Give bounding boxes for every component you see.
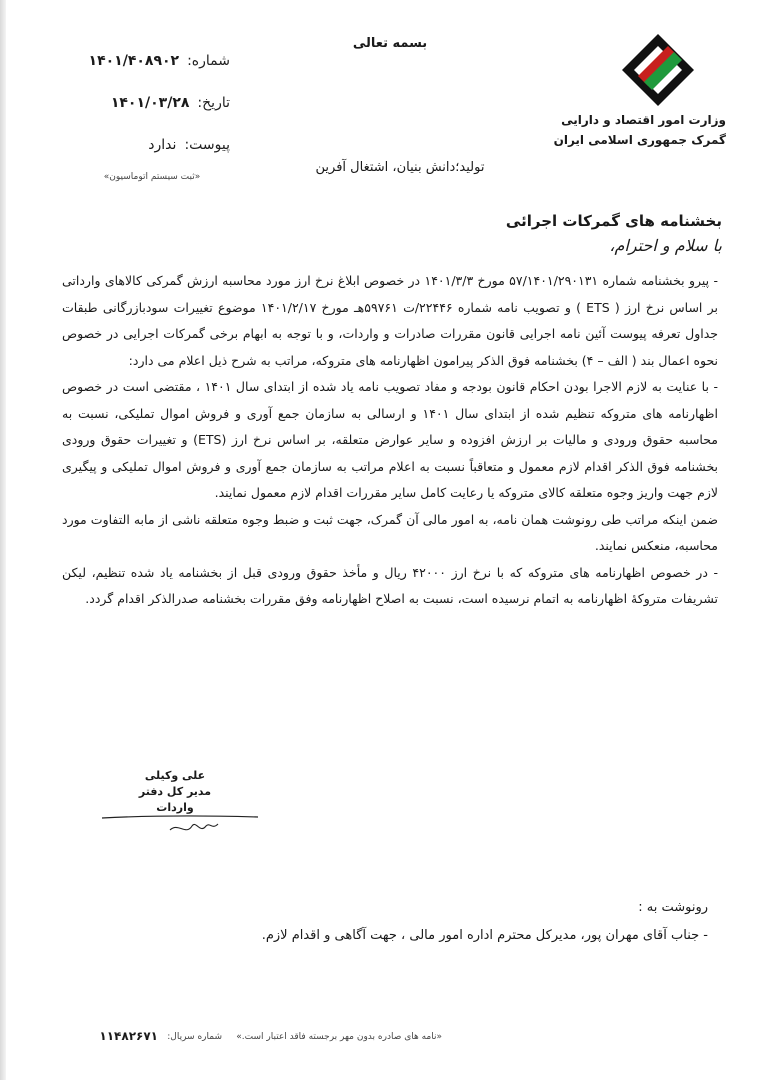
letter-attachment-row (40, 124, 230, 166)
ministry-block (466, 110, 726, 150)
letter-attachment-label: پیوست: (184, 137, 230, 153)
letter-body (62, 268, 718, 613)
customs-name: گمرک جمهوری اسلامی ایران (553, 133, 726, 147)
body-paragraph: - با عنایت به لازم الاجرا بودن احکام قانون بودجه و مفاد تصویب نامه یاد شده از ابتدای سال ۱۴۰۱ ، مقتضی است در خصوص اظهارنامه های متروکه تنظیم شده از ابتدای سال ۱۴۰۱ و ارسالی به سازمان جمع آوری و فروش اموال تملیکی، نسبت به محاسبه حقوق ورودی و مالیات بر ارزش افزوده و سایر عوارض متعلقه، بر اساس نرخ ارز (ETS) و تغییرات حقوق ورودی بخشنامه فوق الذکر اقدام لازم معمول و متعاقباً نسبت به اعلام مراتب به سازمان جمع آوری و فروش اموال تملیکی و پیگیری لازم جهت واریز وجوه متعلقه کالای متروکه یا رعایت کامل سایر مقررات اقدام لازم معمول نمایند. (62, 379, 718, 500)
body-paragraph: ضمن اینکه مراتب طی رونوشت همان نامه، به امور مالی آن گمرک، جهت ثبت و ضبط وجوه متعلقه ناشی از مابه التفاوت مورد محاسبه، منعکس نمایند. (62, 511, 718, 553)
handwritten-signature (100, 796, 260, 846)
letter-date-label: تاریخ: (197, 95, 230, 111)
cc-title: رونوشت به : (638, 900, 708, 915)
signer-position: مدیر کل دفتر واردات (138, 785, 212, 814)
automation-note: «ثبت سیستم اتوماسیون» (103, 172, 201, 182)
circular-title: بخشنامه های گمرکات اجرائی (505, 212, 722, 230)
letter-date-value: ۱۴۰۱/۰۳/۲۸ (110, 95, 190, 111)
letter-date-row (40, 82, 230, 124)
body-paragraph: - پیرو بخشنامه شماره ۵۷/۱۴۰۱/۲۹۰۱۳۱ مورخ ۱۴۰۱/۳/۳ در خصوص ابلاغ نرخ ارز مورد محاسبه ارزش گمرکی کالاهای وارداتی بر اساس نرخ ارز ( ETS ) و تصویب نامه شماره ۲۲۴۴۶/ت ۵۹۷۶۱هـ مورخ ۱۴۰۱/۲/۱۷ موضوع تغییرات سودبازرگانی طبقات جداول تعرفه پیوست آئین نامه اجرایی قانون مقررات صادرات و واردات، و با توجه به ابهام برخی گمرکات اجرایی در خصوص نحوه اعمال بند ( الف – ۴) بخشنامه فوق الذکر پیرامون اظهارنامه های متروکه، مراتب به شرح ذیل اعلام می دارد: (62, 273, 719, 368)
letter-attachment-value: ندارد (148, 137, 177, 153)
serial-label: شماره سریال: (167, 1032, 222, 1042)
letter-number-label: شماره: (187, 53, 230, 69)
year-motto: تولید؛دانش بنیان، اشتغال آفرین (315, 160, 485, 175)
letter-number-value: ۱۴۰۱/۴۰۸۹۰۲ (88, 53, 180, 69)
letter-number-row (40, 40, 230, 82)
greeting: با سلام و احترام، (609, 236, 722, 255)
body-paragraph: - در خصوص اظهارنامه های متروکه که با نرخ ارز ۴۲۰۰۰ ریال و مأخذ حقوق ورودی قبل از بخشنامه یاد شده تنظیم، لیکن تشریفات متروکۀ اظهارنامه به اتمام نرسیده است، نسبت به اصلاح اظهارنامه وفق مقررات بخشنامه صدرالذکر اقدام گردد. (62, 564, 718, 606)
signer-name: علی وکیلی (144, 769, 206, 782)
customs-logo (620, 32, 696, 108)
letter-meta (40, 40, 230, 166)
serial-value: ۱۱۴۸۲۶۷۱ (99, 1029, 158, 1043)
footer-validity-note: «نامه های صادره بدون مهر برجسته فاقد اعتبار است.» (236, 1032, 442, 1042)
cc-recipient: - جناب آقای مهران پور، مدیرکل محترم اداره امور مالی ، جهت آگاهی و اقدام لازم. (261, 928, 708, 943)
ministry-name: وزارت امور اقتصاد و دارایی (561, 113, 726, 127)
bismillah-heading: بسمه تعالی (352, 36, 428, 51)
